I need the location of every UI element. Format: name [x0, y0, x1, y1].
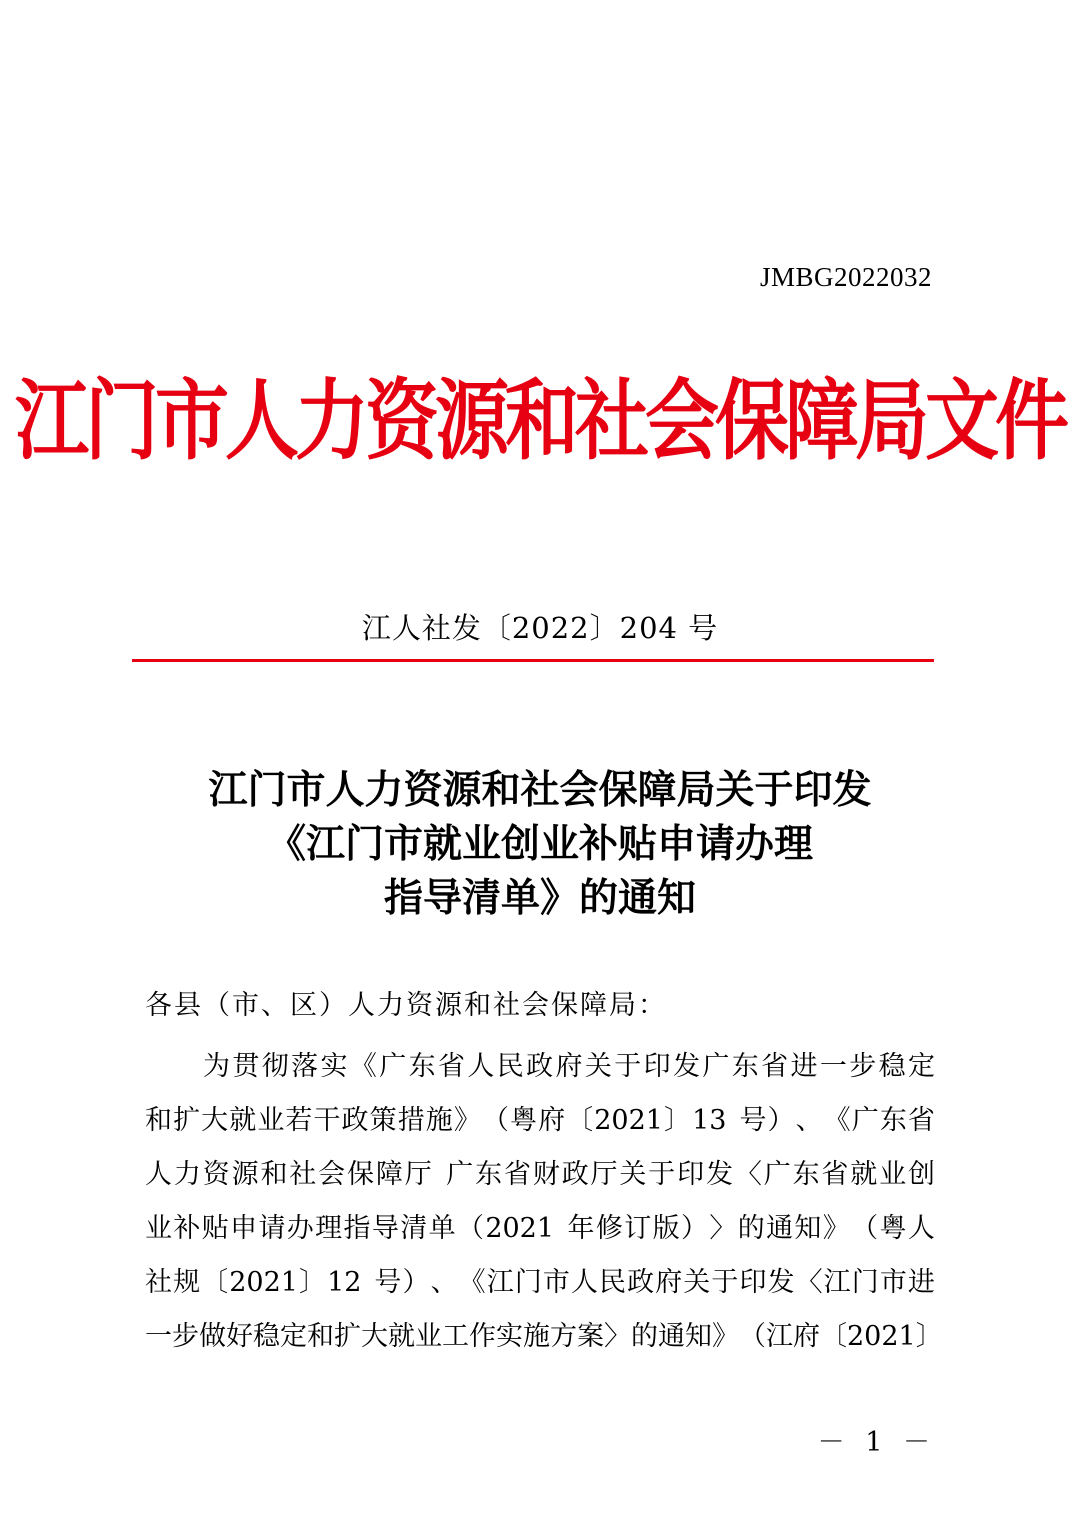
body-glyph: 东	[792, 1159, 820, 1190]
body-glyph: 通	[658, 1321, 685, 1352]
body-glyph: 关	[619, 1159, 647, 1190]
body-glyph: 申	[230, 1213, 258, 1244]
body-glyph: 和	[260, 1159, 288, 1190]
body-glyph: 〉	[709, 1213, 737, 1244]
body-line	[145, 1094, 935, 1148]
body-glyph: 《	[349, 1051, 377, 1082]
body-glyph: 《	[823, 1105, 851, 1136]
body-glyph: 政	[526, 1051, 554, 1082]
body-glyph: 粤	[510, 1105, 538, 1136]
body-glyph: 政	[341, 1105, 369, 1136]
body-line	[145, 1256, 935, 1310]
body-glyph: 和	[307, 1321, 334, 1352]
body-line	[145, 1148, 935, 1202]
body-glyph: 广	[763, 1159, 791, 1190]
document-code: JMBG2022032	[759, 262, 932, 292]
body-glyph: 社	[145, 1267, 172, 1298]
body-space	[728, 1094, 739, 1148]
body-glyph: 实	[496, 1321, 523, 1352]
body-glyph: 彻	[261, 1051, 289, 1082]
body-glyph: 扩	[334, 1321, 361, 1352]
body-glyph: 粤	[879, 1213, 907, 1244]
body-glyph: 财	[532, 1159, 560, 1190]
recipient-line: 各县（市、区）人力资源和社会保障局：	[145, 990, 667, 1021]
body-glyph: 通	[766, 1213, 794, 1244]
body-glyph: 源	[231, 1159, 259, 1190]
body-glyph: 定	[908, 1051, 935, 1082]
body-glyph: 导	[371, 1213, 399, 1244]
body-glyph: 府	[793, 1321, 820, 1352]
body-glyph: 人	[467, 1051, 495, 1082]
body-space	[363, 1256, 374, 1310]
body-glyph: 就	[229, 1105, 257, 1136]
body-glyph: 府	[538, 1105, 566, 1136]
body-glyph: 东	[475, 1159, 503, 1190]
body-glyph: 订	[624, 1213, 652, 1244]
body-glyph: ）	[402, 1267, 430, 1298]
body-glyph: （	[851, 1213, 879, 1244]
body-glyph: 印	[643, 1051, 671, 1082]
body-glyph: 省	[503, 1159, 531, 1190]
body-glyph: 广	[702, 1051, 730, 1082]
body-glyph: 步	[849, 1051, 877, 1082]
body-glyph: 广	[379, 1051, 407, 1082]
body-line	[145, 1310, 943, 1364]
body-glyph: 省	[438, 1051, 465, 1082]
body-glyph: 定	[280, 1321, 307, 1352]
body-glyph: 做	[199, 1321, 226, 1352]
body-glyph: 市	[879, 1267, 907, 1298]
body-glyph: 指	[343, 1213, 371, 1244]
body-glyph: 》	[712, 1321, 739, 1352]
body-glyph: （	[739, 1321, 766, 1352]
body-glyph: 号	[739, 1105, 767, 1136]
body-space	[555, 1202, 566, 1256]
body-glyph: 好	[226, 1321, 253, 1352]
body-text	[145, 1040, 943, 1364]
body-glyph: 省	[821, 1159, 849, 1190]
body-glyph: （	[456, 1213, 484, 1244]
title-line-3: 指导清单》的通知	[383, 876, 696, 921]
body-glyph: 业	[257, 1105, 285, 1136]
body-glyph: 于	[648, 1159, 676, 1190]
body-glyph: 》	[453, 1105, 481, 1136]
body-glyph: 印	[739, 1267, 767, 1298]
body-glyph: 请	[258, 1213, 286, 1244]
document-title	[0, 764, 1080, 926]
page-number: － 1 －	[817, 1427, 936, 1458]
body-glyph: 稳	[878, 1051, 906, 1082]
body-glyph: 补	[173, 1213, 201, 1244]
body-glyph: 落	[291, 1051, 319, 1082]
body-glyph: 规	[173, 1267, 201, 1298]
body-glyph: 12	[327, 1267, 362, 1298]
body-glyph: 发	[673, 1051, 700, 1082]
body-glyph: 的	[737, 1213, 765, 1244]
red-divider	[132, 659, 934, 662]
body-glyph: 13	[692, 1105, 727, 1136]
body-glyph: 江	[823, 1267, 851, 1298]
body-glyph: 门	[851, 1267, 879, 1298]
body-glyph: 、	[795, 1105, 823, 1136]
body-glyph: 障	[375, 1159, 403, 1190]
body-glyph: 府	[655, 1267, 683, 1298]
body-glyph: 方	[550, 1321, 577, 1352]
body-glyph: 人	[145, 1159, 172, 1190]
body-glyph: 政	[627, 1267, 655, 1298]
body-glyph: 〉	[604, 1321, 631, 1352]
body-glyph: 工	[442, 1321, 469, 1352]
body-glyph: 2021	[229, 1267, 298, 1298]
body-glyph: 〕	[299, 1267, 327, 1298]
body-glyph: 〔	[566, 1105, 594, 1136]
body-glyph: 办	[286, 1213, 314, 1244]
body-glyph: 广	[446, 1159, 474, 1190]
body-glyph: 厅	[404, 1159, 432, 1190]
body-glyph: 贴	[201, 1213, 229, 1244]
body-glyph: 《	[458, 1267, 486, 1298]
body-glyph: 年	[567, 1213, 595, 1244]
body-glyph: 知	[794, 1213, 822, 1244]
body-glyph: 人	[907, 1213, 935, 1244]
body-glyph: 贯	[232, 1051, 260, 1082]
body-glyph: 作	[469, 1321, 496, 1352]
body-glyph: 措	[397, 1105, 425, 1136]
body-glyph: 于	[711, 1267, 739, 1298]
body-glyph: 版	[652, 1213, 680, 1244]
body-glyph: ）	[767, 1105, 795, 1136]
document-number: 江人社发〔2022〕204 号	[361, 611, 719, 645]
body-glyph: 市	[542, 1267, 570, 1298]
body-glyph: 扩	[173, 1105, 201, 1136]
body-glyph: 民	[599, 1267, 627, 1298]
body-glyph: 〕	[915, 1321, 943, 1352]
body-glyph: 〈	[795, 1267, 823, 1298]
body-glyph: 业	[415, 1321, 442, 1352]
body-glyph: 民	[496, 1051, 524, 1082]
body-glyph: 〔	[820, 1321, 847, 1352]
body-glyph: 2021	[485, 1213, 555, 1244]
body-glyph: 江	[766, 1321, 793, 1352]
body-glyph: 门	[514, 1267, 542, 1298]
body-line	[145, 1040, 935, 1094]
body-glyph: 关	[584, 1051, 612, 1082]
body-glyph: 于	[614, 1051, 642, 1082]
body-glyph: 府	[555, 1051, 583, 1082]
body-glyph: 就	[388, 1321, 415, 1352]
body-glyph: 发	[705, 1159, 733, 1190]
body-glyph: 发	[767, 1267, 795, 1298]
body-glyph: 施	[523, 1321, 550, 1352]
body-glyph: 〕	[664, 1105, 692, 1136]
body-glyph: 2021	[847, 1321, 916, 1352]
body-glyph: 案	[577, 1321, 604, 1352]
body-glyph: 为	[203, 1051, 230, 1082]
body-glyph: 东	[731, 1051, 759, 1082]
body-glyph: 一	[145, 1321, 172, 1352]
issuer-header: 江门市人力资源和社会保障局文件	[15, 370, 1065, 473]
body-glyph: 和	[145, 1105, 172, 1136]
body-line	[145, 1202, 935, 1256]
body-space	[434, 1148, 445, 1202]
body-glyph: 印	[677, 1159, 705, 1190]
body-glyph: 保	[347, 1159, 375, 1190]
body-glyph: 干	[313, 1105, 341, 1136]
body-glyph: 力	[173, 1159, 201, 1190]
body-glyph: 清	[400, 1213, 428, 1244]
title-line-1: 江门市人力资源和社会保障局关于印发	[208, 768, 872, 813]
title-line-2: 《江门市就业创业补贴申请办理	[266, 822, 813, 867]
body-glyph: 就	[850, 1159, 878, 1190]
body-glyph: 业	[145, 1213, 172, 1244]
body-glyph: 厅	[590, 1159, 618, 1190]
body-glyph: 〔	[201, 1267, 229, 1298]
body-glyph: 单	[428, 1213, 456, 1244]
body-glyph: 号	[374, 1267, 402, 1298]
body-glyph: 知	[685, 1321, 712, 1352]
body-glyph: 人	[570, 1267, 598, 1298]
body-glyph: 江	[486, 1267, 514, 1298]
body-glyph: 东	[408, 1051, 436, 1082]
body-glyph: 一	[819, 1051, 847, 1082]
body-glyph: 省	[761, 1051, 789, 1082]
body-glyph: 会	[318, 1159, 346, 1190]
body-glyph: 实	[320, 1051, 348, 1082]
body-glyph: 若	[285, 1105, 313, 1136]
body-glyph: 修	[595, 1213, 623, 1244]
body-glyph: 进	[907, 1267, 935, 1298]
body-glyph: （	[481, 1105, 509, 1136]
body-glyph: 省	[907, 1105, 935, 1136]
body-glyph: 〈	[734, 1159, 762, 1190]
body-glyph: 的	[631, 1321, 658, 1352]
body-glyph: 步	[172, 1321, 199, 1352]
body-glyph: 理	[315, 1213, 343, 1244]
body-glyph: 策	[369, 1105, 397, 1136]
body-glyph: 业	[879, 1159, 907, 1190]
body-glyph: 施	[425, 1105, 453, 1136]
body-glyph: 社	[289, 1159, 317, 1190]
body-glyph: 大	[201, 1105, 229, 1136]
body-glyph: 东	[879, 1105, 907, 1136]
body-glyph: 稳	[253, 1321, 280, 1352]
body-glyph: 资	[202, 1159, 230, 1190]
body-glyph: ）	[680, 1213, 708, 1244]
body-glyph: 2021	[594, 1105, 663, 1136]
body-glyph: 关	[683, 1267, 711, 1298]
body-glyph: 》	[822, 1213, 850, 1244]
body-glyph: 进	[790, 1051, 818, 1082]
body-glyph: 创	[908, 1159, 935, 1190]
body-glyph: 政	[561, 1159, 589, 1190]
body-glyph: 广	[851, 1105, 879, 1136]
body-glyph: 、	[430, 1267, 458, 1298]
body-glyph: 大	[361, 1321, 388, 1352]
